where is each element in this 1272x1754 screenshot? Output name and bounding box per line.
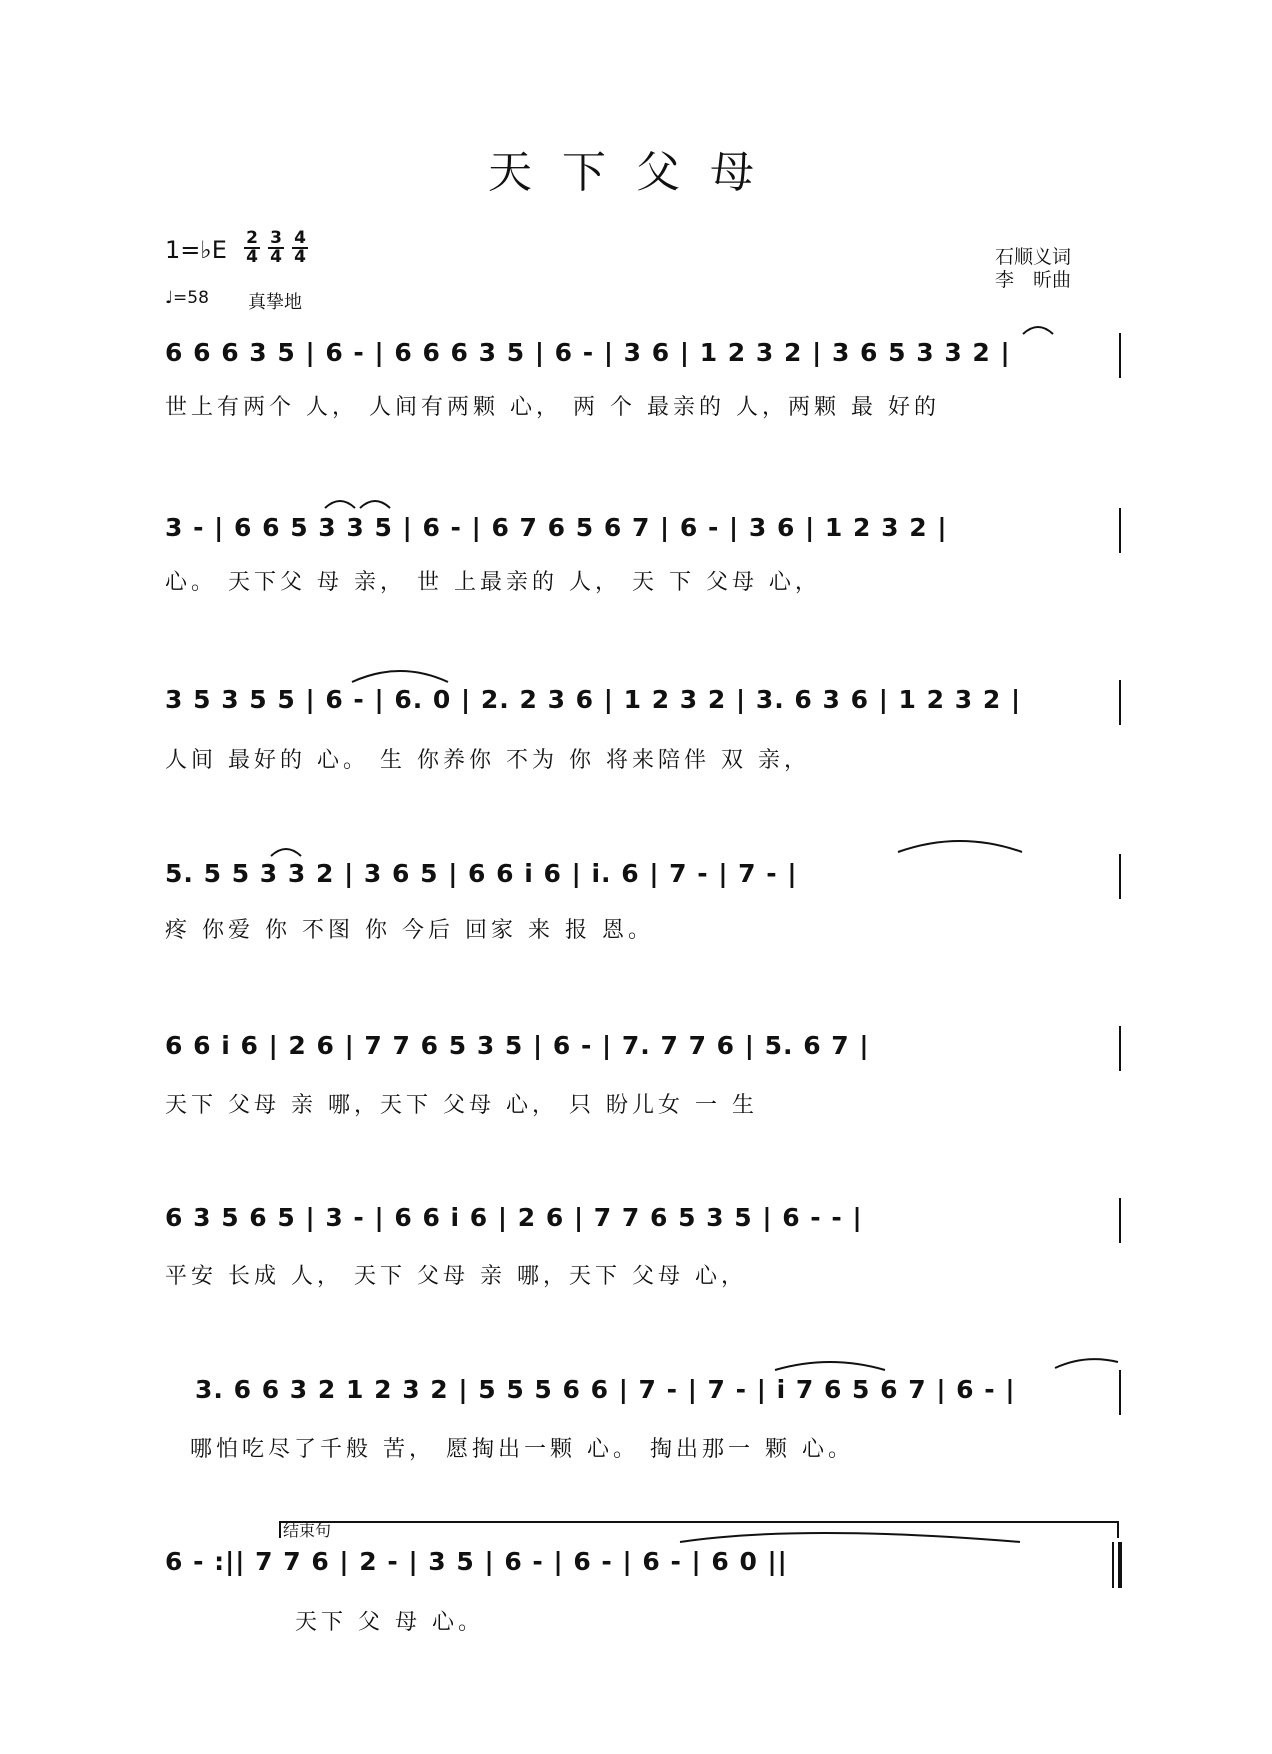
lyrics-line-8: 天下 父 母 心。 [295, 1610, 484, 1635]
slur [775, 1362, 885, 1370]
lyrics-line-3: 人间 最好的 心。 生 你养你 不为 你 将来陪伴 双 亲， [165, 748, 810, 773]
page-title: 天下父母 [488, 147, 784, 198]
coda-label: 结束句 [283, 1521, 332, 1540]
time-signature-4-4: $\frac{4}{4}$ [292, 230, 308, 266]
slur [325, 501, 355, 508]
slur [352, 671, 448, 682]
slur [1055, 1359, 1118, 1368]
slur [1023, 327, 1053, 334]
notes-line-1: 6 6 6 3 5 | 6 - | 6 6 6 3 5 | 6 - | 3 6 | 1 2 3 2 | 3 6 5 3 3 2 | [165, 338, 1011, 367]
slur [680, 1533, 1020, 1542]
lyrics-line-2: 心。 天下父 母 亲， 世 上最亲的 人， 天 下 父母 心， [165, 570, 821, 595]
lyrics-line-5: 天下 父母 亲 哪，天下 父母 心， 只 盼儿女 一 生 [165, 1093, 758, 1118]
time-signature-2-4: $\frac{2}{4}$ [244, 230, 260, 266]
coda-bracket [280, 1522, 1118, 1538]
slur [360, 501, 390, 508]
lyrics-line-7: 哪怕吃尽了千般 苦， 愿掏出一颗 心。 掏出那一 颗 心。 [190, 1437, 854, 1462]
notes-line-3: 3 5 3 5 5 | 6 - | 6. 0 | 2. 2 3 6 | 1 2 3 2 | 3. 6 3 6 | 1 2 3 2 | [165, 685, 1022, 714]
time-signature-3-4: $\frac{3}{4}$ [268, 230, 284, 266]
notes-line-6: 6 3 5 6 5 | 3 - | 6 6 i 6 | 2 6 | 7 7 6 5 3 5 | 6 - - | [165, 1203, 863, 1232]
slur [898, 841, 1022, 852]
notes-line-2: 3 - | 6 6 5 3 3 5 | 6 - | 6 7 6 5 6 7 | 6 - | 3 6 | 1 2 3 2 | [165, 513, 948, 542]
notes-line-8: 6 - :|| 7 7 6 | 2 - | 3 5 | 6 - | 6 - | 6 - | 6 0 || [165, 1547, 788, 1576]
lyrics-line-4: 疼 你爱 你 不图 你 今后 回家 来 报 恩。 [165, 918, 654, 943]
lyrics-line-6: 平安 长成 人， 天下 父母 亲 哪，天下 父母 心， [165, 1264, 747, 1289]
notes-line-4: 5. 5 5 3 3 2 | 3 6 5 | 6 6 i 6 | i. 6 | 7 - | 7 - | [165, 859, 798, 888]
slur [271, 849, 301, 856]
lyrics-line-1: 世上有两个 人， 人间有两颗 心， 两 个 最亲的 人，两颗 最 好的 [165, 395, 940, 420]
tempo-marking: ♩=58 [165, 288, 209, 308]
expression-marking: 真挚地 [248, 292, 302, 313]
composer-credit: 李 昕曲 [995, 269, 1072, 291]
key-signature: 1=♭E [165, 236, 227, 264]
lyricist-credit: 石顺义词 [995, 246, 1072, 268]
notes-line-7: 3. 6 6 3 2 1 2 3 2 | 5 5 5 6 6 | 7 - | 7 - | i 7 6 5 6 7 | 6 - | [195, 1375, 1016, 1404]
notes-line-5: 6 6 i 6 | 2 6 | 7 7 6 5 3 5 | 6 - | 7. 7 7 6 | 5. 6 7 | [165, 1031, 870, 1060]
